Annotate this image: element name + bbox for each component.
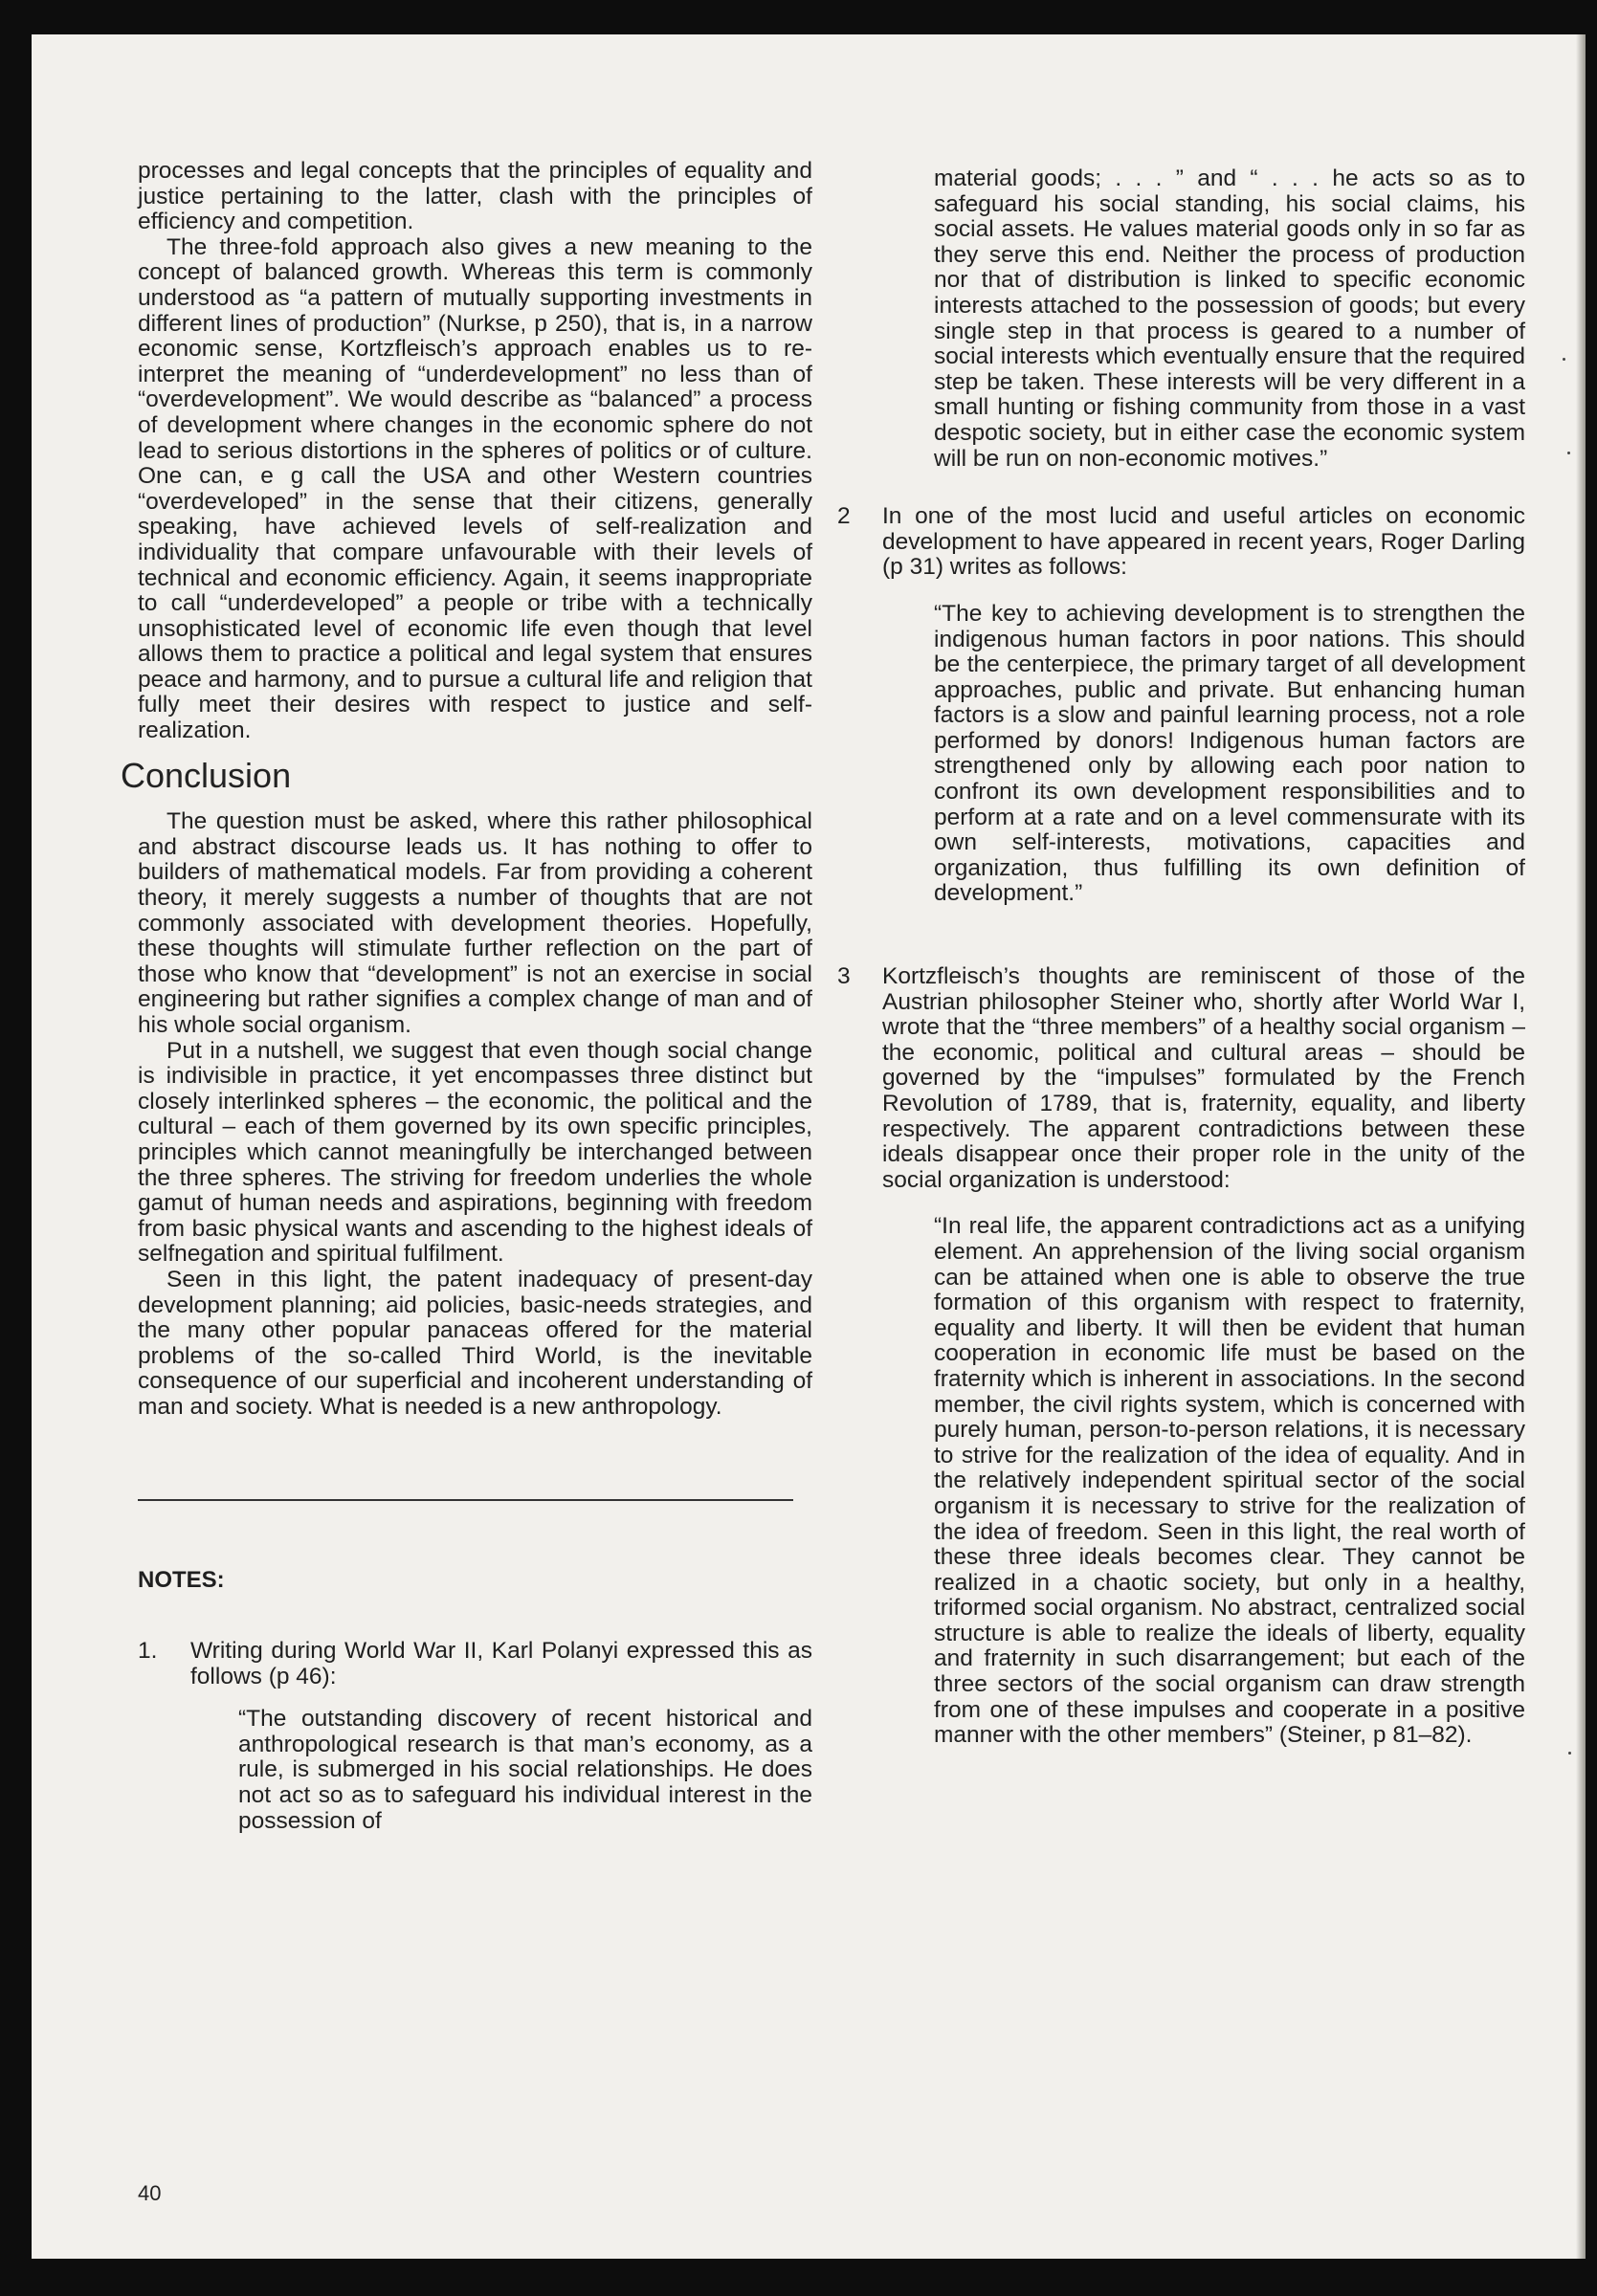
section-heading: Conclusion	[121, 755, 292, 795]
note-quote: “The outstanding discovery of recent historical and anthropological research is that man’s economy, as a rule, is submerged in his social relationships. He does not act so as to safeguard his individual interest in the possession of	[238, 1706, 812, 1834]
divider	[138, 1499, 793, 1501]
note-quote: “The key to achieving development is to strengthen the indigenous human factors in poor nations. This should be the centerpiece, the primary target of all development approaches, public and private. But enhancing human factors is a slow and painful learning process, not a role performed by donors! Indigenous human factors are strengthened only by allowing each poor nation to confront its own development responsibilities and to perform at a rate and on a level commensurate with its own self-interests, motivations, capacities and organization, thus fulfilling its own definition of development.”	[934, 600, 1525, 907]
left-column	[121, 158, 812, 1834]
note-quote: material goods; . . . ” and “ . . . he acts so as to safeguard his social standing, his social claims, his social assets. He values material goods only in so far as they serve this end. Neither the process of production nor that of distribution is linked to specific economic interests attached to the possession of goods; but every single step in that process is geared to a number of social interests which eventually ensure that the required step be taken. These interests will be very different in a small hunting or fishing community from those in a vast despotic society, but in either case the economic system will be run on non-economic motives.”	[934, 166, 1525, 472]
paragraph: Seen in this light, the patent inadequacy of present-day development planning; aid policies, basic-needs strategies, and the many other popular panaceas offered for the material problems of the so-called Third World, is the inevitable consequence of our superficial and incoherent understanding of man and society. What is needed is a new anthropology.	[138, 1266, 812, 1420]
margin-mark	[1567, 452, 1570, 454]
notes-heading: NOTES:	[138, 1566, 225, 1593]
page-sheet	[32, 34, 1586, 2259]
right-column	[834, 166, 1525, 1749]
note-text: Kortzfleisch’s thoughts are reminiscent of those of the Austrian philosopher Steiner who, shortly after World War I, wrote that the “three members” of a healthy social organism – the economic, political and cultural areas – should be governed by the “impulses” formulated by the French Revolution of 1789, that is, fraternity, equality, and liberty respectively. The apparent contradictions between these ideals disappear once their proper role in the unity of the social organization is understood:	[882, 963, 1525, 1193]
margin-mark	[1568, 1752, 1571, 1755]
note-number: 1.	[138, 1638, 158, 1665]
page-number: 40	[138, 2181, 162, 2205]
note-text: Writing during World War II, Karl Polanyi expressed this as follows (p 46):	[190, 1638, 812, 1689]
margin-mark	[1563, 358, 1565, 361]
page-edge-shadow	[1576, 34, 1586, 2259]
note-item	[834, 166, 1525, 472]
note-item	[138, 1639, 812, 1834]
note-text: In one of the most lucid and useful articles on economic development to have appeared in recent years, Roger Darling (p 31) writes as follows:	[882, 503, 1525, 581]
paragraph: Put in a nutshell, we suggest that even though social change is indivisible in practice, it yet encompasses three distinct but closely interlinked spheres – the economic, the political and the cultural – each of them governed by its own specific principles, principles which cannot meaningfully be interchanged between the three spheres. The striving for freedom underlies the whole gamut of human needs and aspirations, beginning with freedom from basic physical wants and ascending to the highest ideals of selfnegation and spiritual fulfilment.	[138, 1037, 812, 1268]
paragraph: The three-fold approach also gives a new meaning to the concept of balanced growth. Whereas this term is commonly understood as “a pattern of mutually supporting investments in different lines of production” (Nurkse, p 250), that is, in a narrow economic sense, Kortzfleisch’s approach enables us to re-interpret the meaning of “underdevelopment” no less than of “overdevelopment”. We would describe as “balanced” a process of development where changes in the economic sphere do not lead to serious distortions in the spheres of politics or of culture. One can, e g call the USA and other Western countries “overdeveloped” in the sense that their citizens, generally speaking, have achieved levels of self-realization and individuality that compare unfavourable with their levels of technical and economic efficiency. Again, it seems inappropriate to call “underdeveloped” a people or tribe with a technically unsophisticated level of economic life even though that level allows them to practice a political and legal system that ensures peace and harmony, and to pursue a cultural life and religion that fully meet their desires with respect to justice and self-realization.	[138, 233, 812, 744]
note-quote: “In real life, the apparent contradictions act as a unifying element. An apprehension of the living social organism can be attained when one is able to observe the true formation of this organism with respect to fraternity, equality and liberty. It will then be evident that human cooperation in economic life must be based on the fraternity which is inherent in associations. In the second member, the civil rights system, which is concerned with purely human, person-to-person relations, it is necessary to strive for the realization of the idea of equality. And in the relatively independent spiritual sector of the social organism it is necessary to strive for the realization of the idea of freedom. Seen in this light, the real worth of these three ideals becomes clear. They cannot be realized in a chaotic society, but only in a healthy, triformed social organism. No abstract, centralized social structure is able to realize the ideals of liberty, equality and fraternity in such disarrangement; but each of the three sectors of the social organism can draw strength from one of these impulses and cooperate in a positive manner with the other members” (Steiner, p 81–82).	[934, 1213, 1525, 1749]
paragraph: processes and legal concepts that the principles of equality and justice pertaining to the latter, clash with the principles of efficiency and competition.	[138, 158, 812, 235]
note-number: 2	[837, 503, 851, 530]
note-item	[834, 504, 1525, 907]
note-item	[834, 964, 1525, 1749]
paragraph: The question must be asked, where this rather philosophical and abstract discourse leads us. It has nothing to offer to builders of mathematical models. Far from providing a coherent theory, it merely suggests a number of thoughts that are not commonly associated with development theories. Hopefully, these thoughts will stimulate further reflection on the part of those who know that “development” is not an exercise in social engineering but rather signifies a complex change of man and of his whole social organism.	[138, 808, 812, 1038]
note-number: 3	[837, 963, 851, 990]
